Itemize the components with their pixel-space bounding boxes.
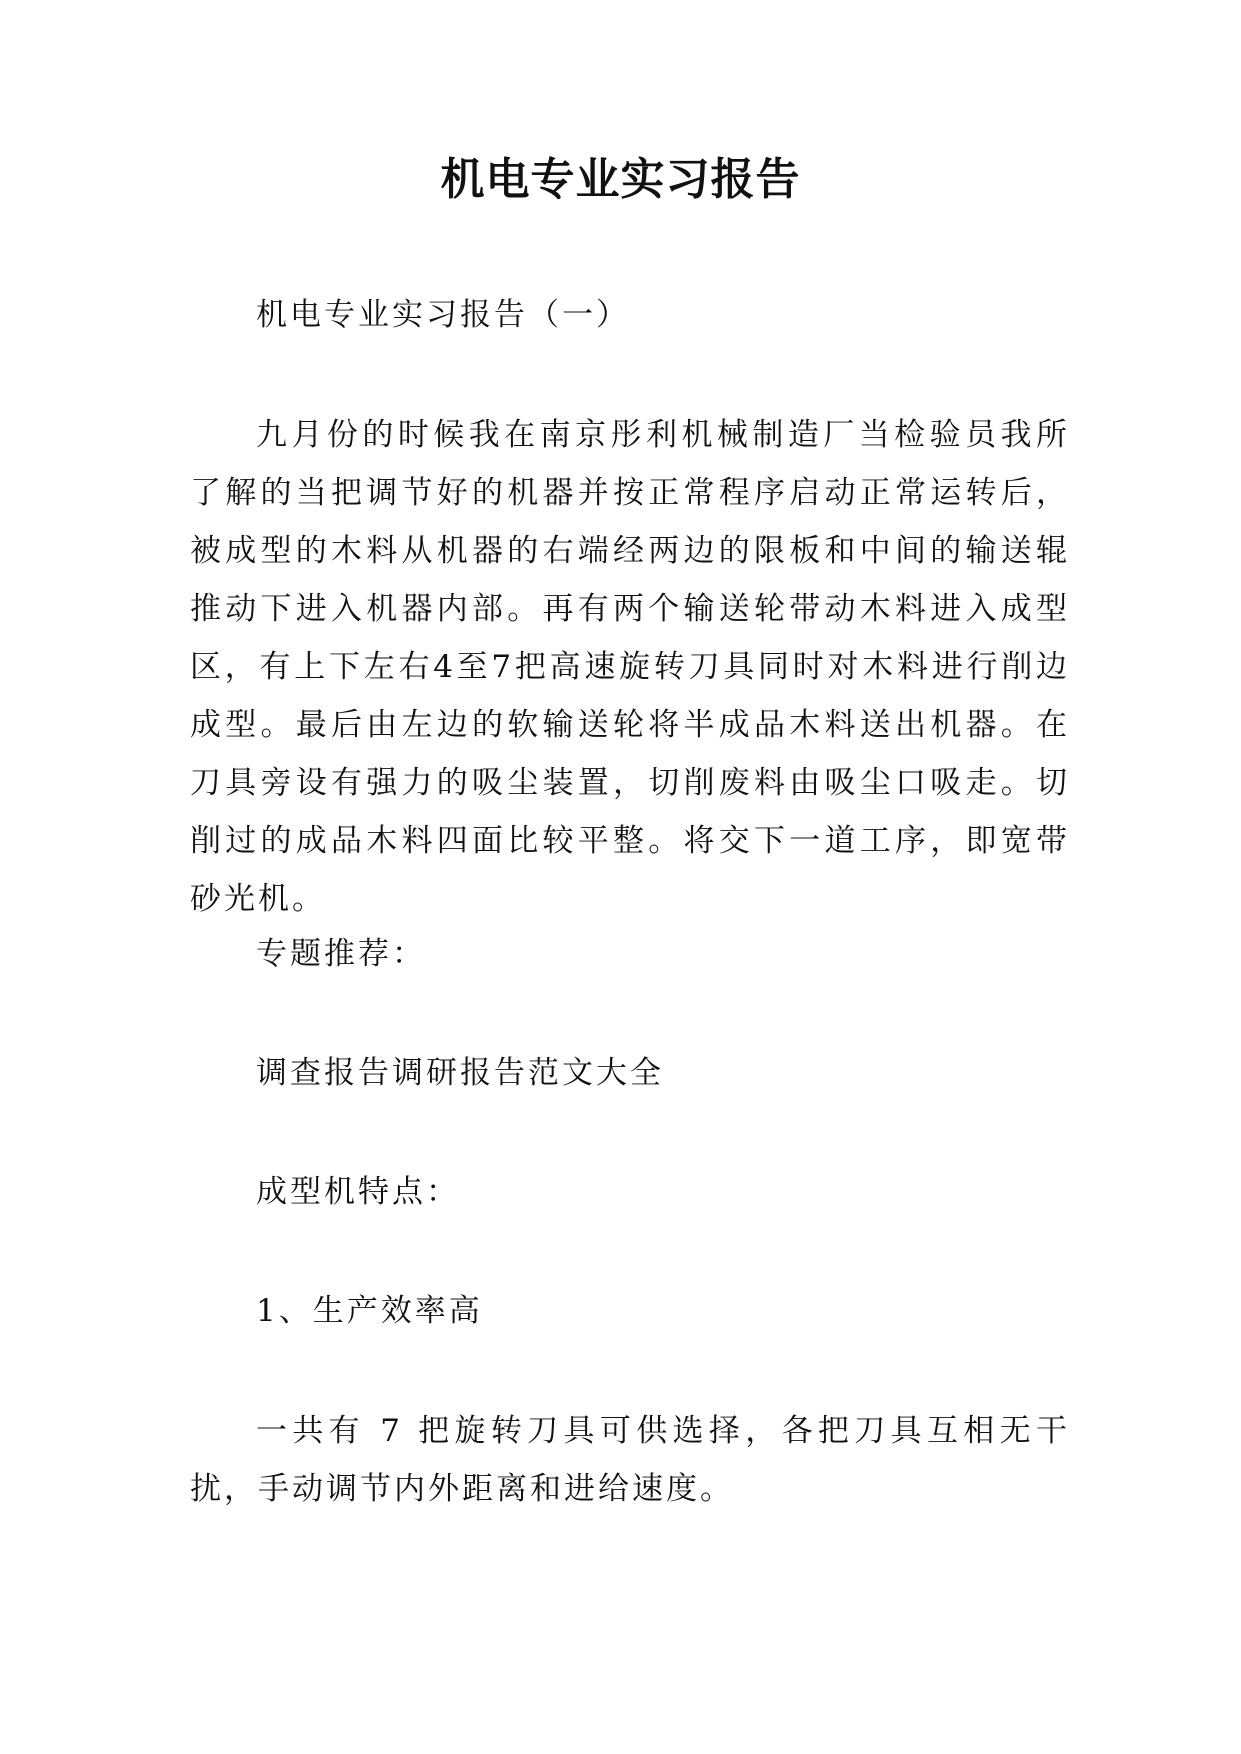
features-heading: 成型机特点： <box>256 1174 460 1210</box>
document-title: 机电专业实习报告 <box>440 154 801 205</box>
body-paragraph-2: 一共有 7 把旋转刀具可供选择，各把刀具互相无干扰，手动调节内外距离和进给速度。 <box>190 1413 1070 1507</box>
section-subtitle: 机电专业实习报告（一） <box>256 297 630 333</box>
feature-item-1: 1、生产效率高 <box>256 1293 483 1329</box>
topic-heading: 专题推荐： <box>256 936 426 972</box>
body-paragraph-1: 九月份的时候我在南京彤利机械制造厂当检验员我所了解的当把调节好的机器并按正常程序启动正常运转后，被成型的木料从机器的右端经两边的限板和中间的输送辊推动下进入机器内部。再有两个输送轮带动木料进入成型区，有上下左右4至7把高速旋转刀具同时对木料进行削边成型。最后由左边的软输送轮将半成品木料送出机器。在刀具旁设有强力的吸尘装置，切削废料由吸尘口吸走。切削过的成品木料四面比较平整。将交下一道工序，即宽带砂光机。 <box>190 417 1070 917</box>
topic-link[interactable]: 调查报告调研报告范文大全 <box>256 1055 664 1091</box>
